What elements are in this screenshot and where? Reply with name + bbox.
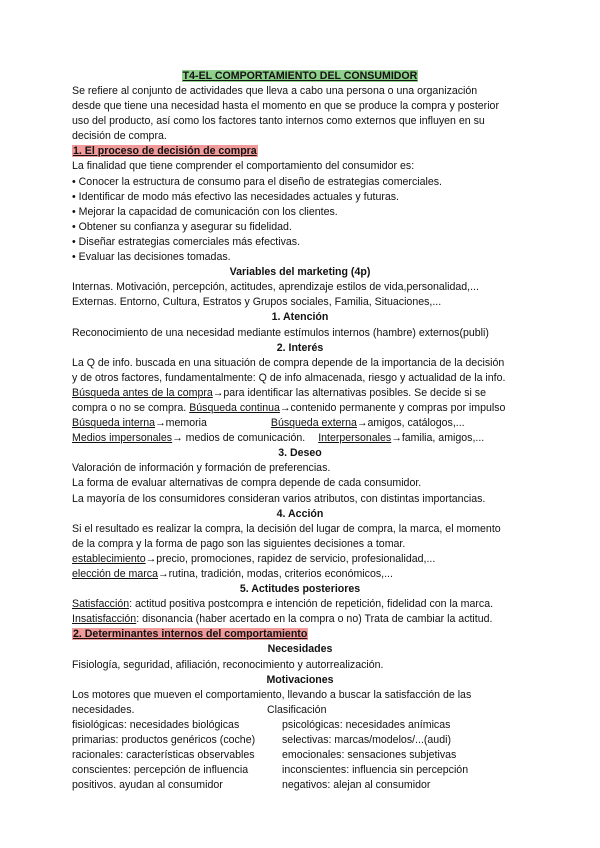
clasificacion-right: selectivas: marcas/modelos/...(audi)	[282, 734, 451, 747]
clasificacion-row	[72, 763, 528, 778]
busqueda-antes-desc: →para identificar las alternativas posibles. Se decide si se	[212, 386, 486, 399]
busqueda-externa-desc: →amigos, catálogos,...	[356, 417, 465, 430]
interes-line	[72, 416, 528, 431]
intro-line: Se refiere al conjunto de actividades que lleva a cabo una persona o una organización	[72, 85, 478, 97]
medios-impersonales-term: Medios impersonales	[72, 432, 173, 445]
clasificacion-right: inconscientes: influencia sin percepción	[282, 764, 469, 777]
accion-line	[72, 552, 528, 567]
necesidades-word: necesidades.	[72, 703, 135, 716]
interes-line	[72, 431, 528, 446]
bullet-item: • Identificar de modo más efectivo las necesidades actuales y futuras.	[72, 190, 399, 203]
intro-line: desde que tiene una necesidad hasta el momento en que se produce la compra y posterior	[72, 100, 499, 113]
actitudes-line	[72, 612, 528, 627]
atencion-text: Reconocimiento de una necesidad mediante estímulos internos (hambre) externos(publi)	[72, 326, 489, 339]
busqueda-interna-desc: →memoria	[155, 417, 207, 430]
bullet-item: • Mejorar la capacidad de comunicación con los clientes.	[72, 205, 338, 218]
variables-heading: Variables del marketing (4p)	[229, 266, 371, 279]
busqueda-externa-term: Búsqueda externa	[270, 417, 357, 430]
clasificacion-row	[72, 718, 528, 733]
clasificacion-label: Clasificación	[267, 703, 327, 716]
variables-line: Internas. Motivación, percepción, actitudes, aprendizaje estilos de vida,personalidad,...	[72, 281, 479, 294]
clasificacion-row	[72, 778, 528, 793]
interpersonales-desc: →familia, amigos,...	[391, 432, 485, 445]
clasificacion-right: psicológicas: necesidades anímicas	[282, 718, 451, 731]
busqueda-continua-desc: →contenido permanente y compras por impulso	[279, 401, 506, 414]
bullet-item: • Conocer la estructura de consumo para el diseño de estrategias comerciales.	[72, 175, 442, 188]
interes-line: y de otros factores, fundamentalmente: Q de info almacenada, riesgo y actualidad de la info.	[72, 371, 506, 384]
interes-line	[72, 386, 528, 401]
section1-heading-line	[72, 144, 528, 159]
section1-lead: La finalidad que tiene comprender el comportamiento del consumidor es:	[72, 160, 415, 173]
clasificacion-left: primarias: productos genéricos (coche)	[72, 734, 256, 747]
satisfaccion-desc: : actitud positiva postcompra e intención de repetición, fidelidad con la marca.	[129, 598, 494, 611]
necesidades-heading: Necesidades	[267, 643, 333, 656]
motivaciones-line	[72, 703, 528, 718]
insatisfaccion-desc: : disonancia (haber acertado en la compra o no) Trata de cambiar la actitud.	[136, 613, 493, 626]
title-line	[72, 69, 528, 84]
establecimiento-desc: →precio, promociones, rapidez de servicio, profesionalidad,...	[145, 552, 436, 565]
accion-heading: 4. Acción	[276, 507, 324, 520]
interes-line: La Q de info. buscada en una situación de compra depende de la importancia de la decisión	[72, 356, 505, 369]
clasificacion-right: negativos: alejan al consumidor	[282, 779, 431, 792]
deseo-line: Valoración de información y formación de preferencias.	[72, 462, 331, 475]
busqueda-interna-term: Búsqueda interna	[72, 417, 156, 430]
bullet-item: • Evaluar las decisiones tomadas.	[72, 251, 231, 264]
section1-heading: 1. El proceso de decisión de compra	[73, 145, 257, 158]
clasificacion-row	[72, 748, 528, 763]
motivaciones-line: Los motores que mueven el comportamiento, llevando a buscar la satisfacción de las	[72, 688, 472, 701]
actitudes-line	[72, 597, 528, 612]
clasificacion-left: racionales: características observables	[72, 749, 255, 762]
busqueda-continua-term: Búsqueda continua	[189, 401, 280, 414]
interes-heading: 2. Interés	[276, 341, 324, 354]
atencion-heading: 1. Atención	[271, 311, 329, 324]
deseo-heading: 3. Deseo	[278, 447, 322, 460]
interpersonales-term: Interpersonales	[318, 432, 392, 445]
clasificacion-left: fisiológicas: necesidades biológicas	[72, 718, 240, 731]
clasificacion-right: emocionales: sensaciones subjetivas	[282, 749, 457, 762]
bullet-item: • Obtener su confianza y asegurar su fidelidad.	[72, 220, 292, 233]
accion-line: Si el resultado es realizar la compra, la decisión del lugar de compra, la marca, el momento	[72, 522, 501, 535]
clasificacion-row	[72, 733, 528, 748]
necesidades-text: Fisiología, seguridad, afiliación, reconocimiento y autorrealización.	[72, 658, 384, 671]
intro-line: uso del producto, así como los factores tanto internos como externos que influyen en su	[72, 115, 485, 128]
accion-line: de la compra y la forma de pago son las siguientes decisiones a tomar.	[72, 537, 406, 550]
establecimiento-term: establecimiento	[72, 552, 146, 565]
deseo-line: La mayoría de los consumidores consideran varios atributos, con distintas importancias.	[72, 492, 486, 505]
section2-heading-line	[72, 627, 528, 642]
intro-line: decisión de compra.	[72, 130, 167, 143]
deseo-line: La forma de evaluar alternativas de compra depende de cada consumidor.	[72, 477, 422, 490]
accion-line	[72, 567, 528, 582]
variables-line: Externas. Entorno, Cultura, Estratos y Grupos sociales, Familia, Situaciones,...	[72, 296, 442, 309]
document-body	[72, 69, 528, 793]
clasificacion-left: positivos. ayudan al consumidor	[72, 779, 223, 792]
eleccion-marca-term: elección de marca	[72, 568, 158, 580]
clasificacion-left: conscientes: percepción de influencia	[72, 764, 249, 777]
motivaciones-heading: Motivaciones	[266, 673, 334, 686]
section2-heading: 2. Determinantes internos del comportamiento	[73, 628, 308, 641]
busqueda-antes-term: Búsqueda antes de la compra	[72, 386, 213, 399]
interes-line	[72, 401, 528, 416]
actitudes-heading: 5. Actitudes posteriores	[239, 583, 361, 596]
eleccion-marca-desc: →rutina, tradición, modas, criterios económicos,...	[157, 568, 393, 580]
page-title: T4-EL COMPORTAMIENTO DEL CONSUMIDOR	[182, 70, 418, 82]
medios-impersonales-desc: → medios de comunicación.	[172, 432, 306, 445]
bullet-item: • Diseñar estrategias comerciales más efectivas.	[72, 235, 301, 248]
satisfaccion-term: Satisfacción	[72, 598, 130, 611]
insatisfaccion-term: Insatisfacción	[72, 613, 137, 626]
interes-l4-start: compra o no se compra.	[72, 401, 190, 414]
